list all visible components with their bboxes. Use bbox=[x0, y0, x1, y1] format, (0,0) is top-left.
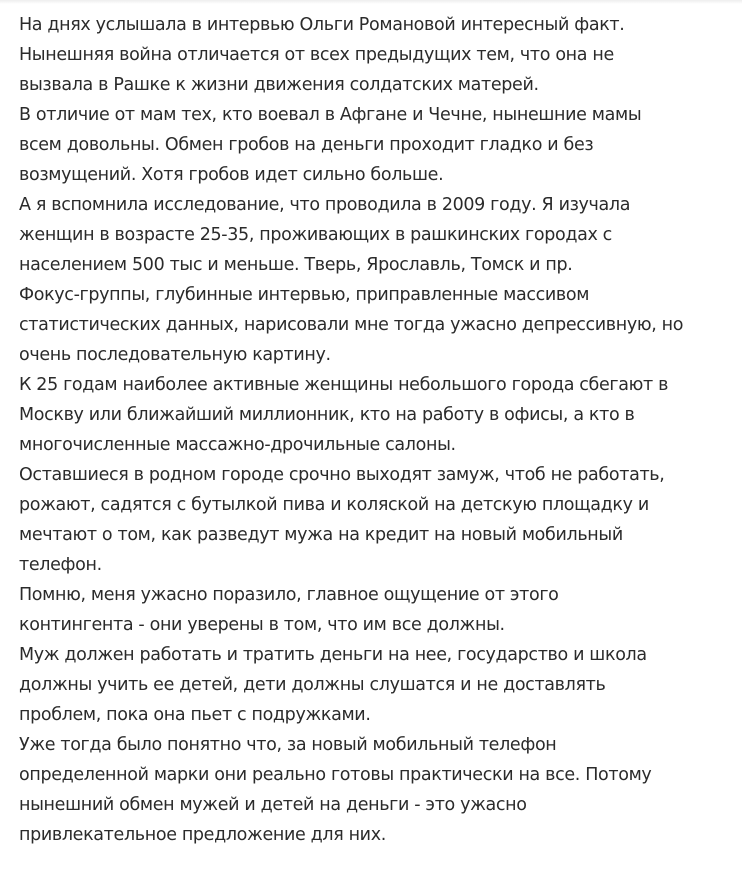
post-text-line: статистических данных, нарисовали мне тогда ужасно депрессивную, но bbox=[19, 315, 684, 335]
post-text-line: Нынешняя война отличается от всех предыдущих тем, что она не bbox=[19, 45, 614, 65]
post-text-line: На днях услышала в интервью Ольги Романовой интересный факт. bbox=[19, 15, 625, 35]
post-text-line: Москву или ближайший миллионник, кто на работу в офисы, а кто в bbox=[19, 405, 635, 425]
post-text-line: вызвала в Рашке к жизни движения солдатских матерей. bbox=[19, 75, 539, 95]
post-text bbox=[19, 10, 735, 850]
post-text-line: привлекательное предложение для них. bbox=[19, 825, 386, 845]
post-text-line: мечтают о том, как разведут мужа на кредит на новый мобильный bbox=[19, 525, 623, 545]
post-text-line: очень последовательную картину. bbox=[19, 345, 331, 365]
post-text-line: Уже тогда было понятно что, за новый мобильный телефон bbox=[19, 735, 557, 755]
post-text-line: А я вспомнила исследование, что проводила в 2009 году. Я изучала bbox=[19, 195, 631, 215]
post-text-line: нынешний обмен мужей и детей на деньги - это ужасно bbox=[19, 795, 527, 815]
post-text-line: должны учить ее детей, дети должны слушатся и не доставлять bbox=[19, 675, 606, 695]
post-text-line: К 25 годам наиболее активные женщины небольшого города сбегают в bbox=[19, 375, 669, 395]
post-text-line: телефон. bbox=[19, 555, 102, 575]
post-text-line: Фокус-группы, глубинные интервью, приправленные массивом bbox=[19, 285, 590, 305]
post-text-line: возмущений. Хотя гробов идет сильно больше. bbox=[19, 165, 444, 185]
post-text-line: проблем, пока она пьет с подружками. bbox=[19, 705, 371, 725]
post-text-line: В отличие от мам тех, кто воевал в Афгане и Чечне, нынешние мамы bbox=[19, 105, 642, 125]
post-text-line: рожают, садятся с бутылкой пива и коляской на детскую площадку и bbox=[19, 495, 649, 515]
post-text-line: контингента - они уверены в том, что им все должны. bbox=[19, 615, 505, 635]
post-text-line: населением 500 тыс и меньше. Тверь, Ярославль, Томск и пр. bbox=[19, 255, 573, 275]
post-text-line: женщин в возрасте 25-35, проживающих в рашкинских городах с bbox=[19, 225, 612, 245]
top-edge-divider bbox=[0, 0, 742, 4]
post-text-line: Помню, меня ужасно поразило, главное ощущение от этого bbox=[19, 585, 559, 605]
post-text-line: всем довольны. Обмен гробов на деньги проходит гладко и без bbox=[19, 135, 594, 155]
post-text-line: многочисленные массажно-дрочильные салоны. bbox=[19, 435, 456, 455]
post-text-line: Муж должен работать и тратить деньги на нее, государство и школа bbox=[19, 645, 647, 665]
post-text-line: определенной марки они реально готовы практически на все. Потому bbox=[19, 765, 652, 785]
post-text-line: Оставшиеся в родном городе срочно выходят замуж, чтоб не работать, bbox=[19, 465, 665, 485]
